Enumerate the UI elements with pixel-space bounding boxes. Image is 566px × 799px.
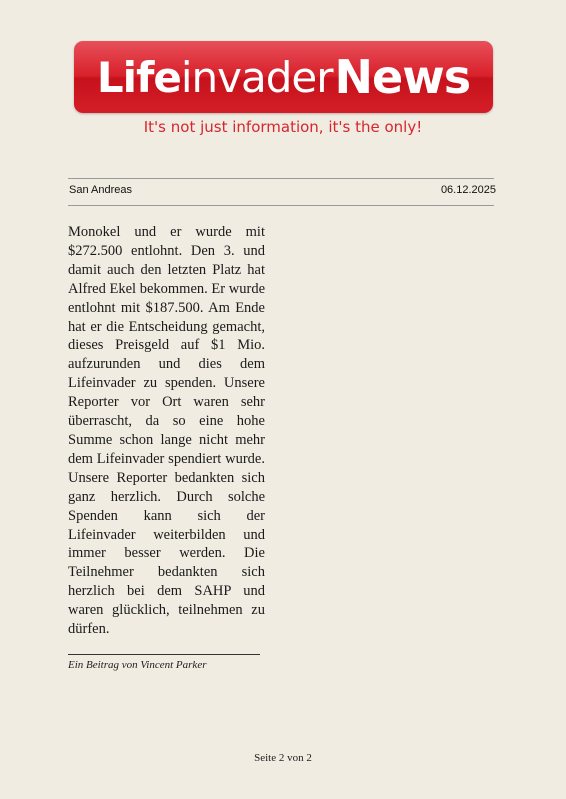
header-divider-top — [68, 178, 494, 179]
header-divider-bottom — [68, 205, 494, 206]
location-label: San Andreas — [69, 184, 132, 196]
article-byline: Ein Beitrag von Vincent Parker — [68, 659, 207, 671]
article-body: Monokel und er wurde mit $272.500 entlohnt. Den 3. und damit auch den letzten Platz hat Alfred Ekel bekommen. Er wurde entlohnt mit $187.500. Am Ende hat er die Entscheidung gemacht, dieses Preisgeld auf $1 Mio. aufzurunden und dies dem Lifeinvader zu spenden. Unsere Reporter vor Ort waren sehr überrascht, da so eine hohe Summe schon lange nicht mehr dem Lifeinvader spendiert wurde. Unsere Reporter bedankten sich ganz herzlich. Durch solche Spenden kann sich der Lifeinvader weiterbilden und immer besser werden. Die Teilnehmer bedankten sich herzlich bei dem SAHP und waren glücklich, teilnehmen zu dürfen. — [68, 224, 265, 638]
lifeinvader-news-logo — [74, 41, 493, 113]
tagline: It's not just information, it's the only! — [143, 118, 423, 136]
logo-text-news: News — [334, 50, 471, 104]
date-label: 06.12.2025 — [440, 184, 496, 196]
article-column — [68, 223, 265, 639]
logo-text-invader: invader — [180, 52, 333, 102]
logo-text-life: Life — [96, 52, 181, 102]
page-number: Seite 2 von 2 — [254, 752, 312, 764]
signature-line — [68, 654, 260, 655]
